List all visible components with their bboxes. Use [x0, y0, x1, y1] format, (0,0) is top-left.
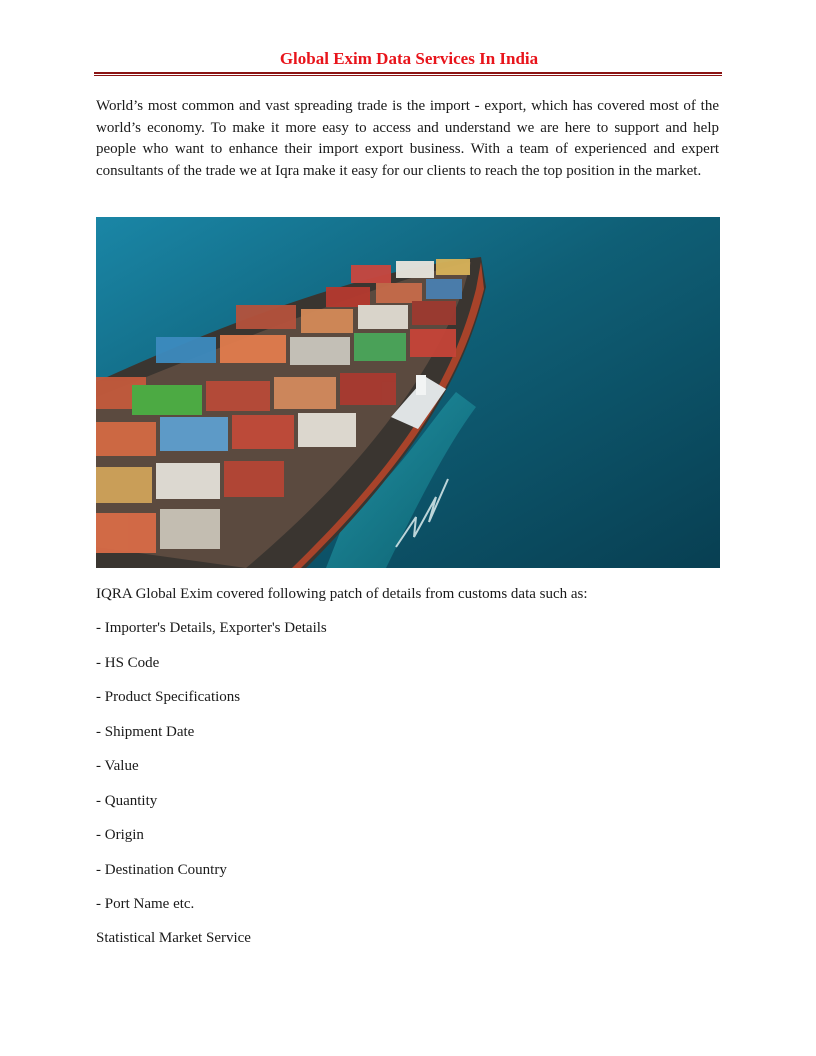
cargo-ship-photo [96, 217, 720, 568]
list-item: - Destination Country [96, 861, 227, 878]
list-item: - Product Specifications [96, 689, 241, 705]
closing-line: Statistical Market Service [96, 930, 251, 946]
list-item: - Shipment Date [96, 723, 195, 740]
title-rule-thick [94, 72, 722, 74]
details-lead: IQRA Global Exim covered following patch of details from customs data such as: [96, 586, 588, 602]
details-list [96, 618, 327, 929]
list-item: - Value [96, 758, 139, 774]
list-item: - Quantity [96, 792, 158, 809]
list-item: - HS Code [96, 654, 160, 671]
title-rule-thin [94, 75, 722, 76]
list-item: - Port Name etc. [96, 896, 195, 912]
intro-paragraph: World’s most common and vast spreading trade is the import - export, which has covered most of the world’s economy. To make it more easy to access and understand we are here to support and help people who want to enhance their import export business. With a team of experienced and expert consultants of the trade we at Iqra make it easy for our clients to reach the top position in the market. [96, 98, 719, 179]
list-item: - Importer's Details, Exporter's Details [96, 620, 327, 636]
list-item: - Origin [96, 827, 144, 843]
page-title: Global Exim Data Services In India [279, 49, 539, 68]
